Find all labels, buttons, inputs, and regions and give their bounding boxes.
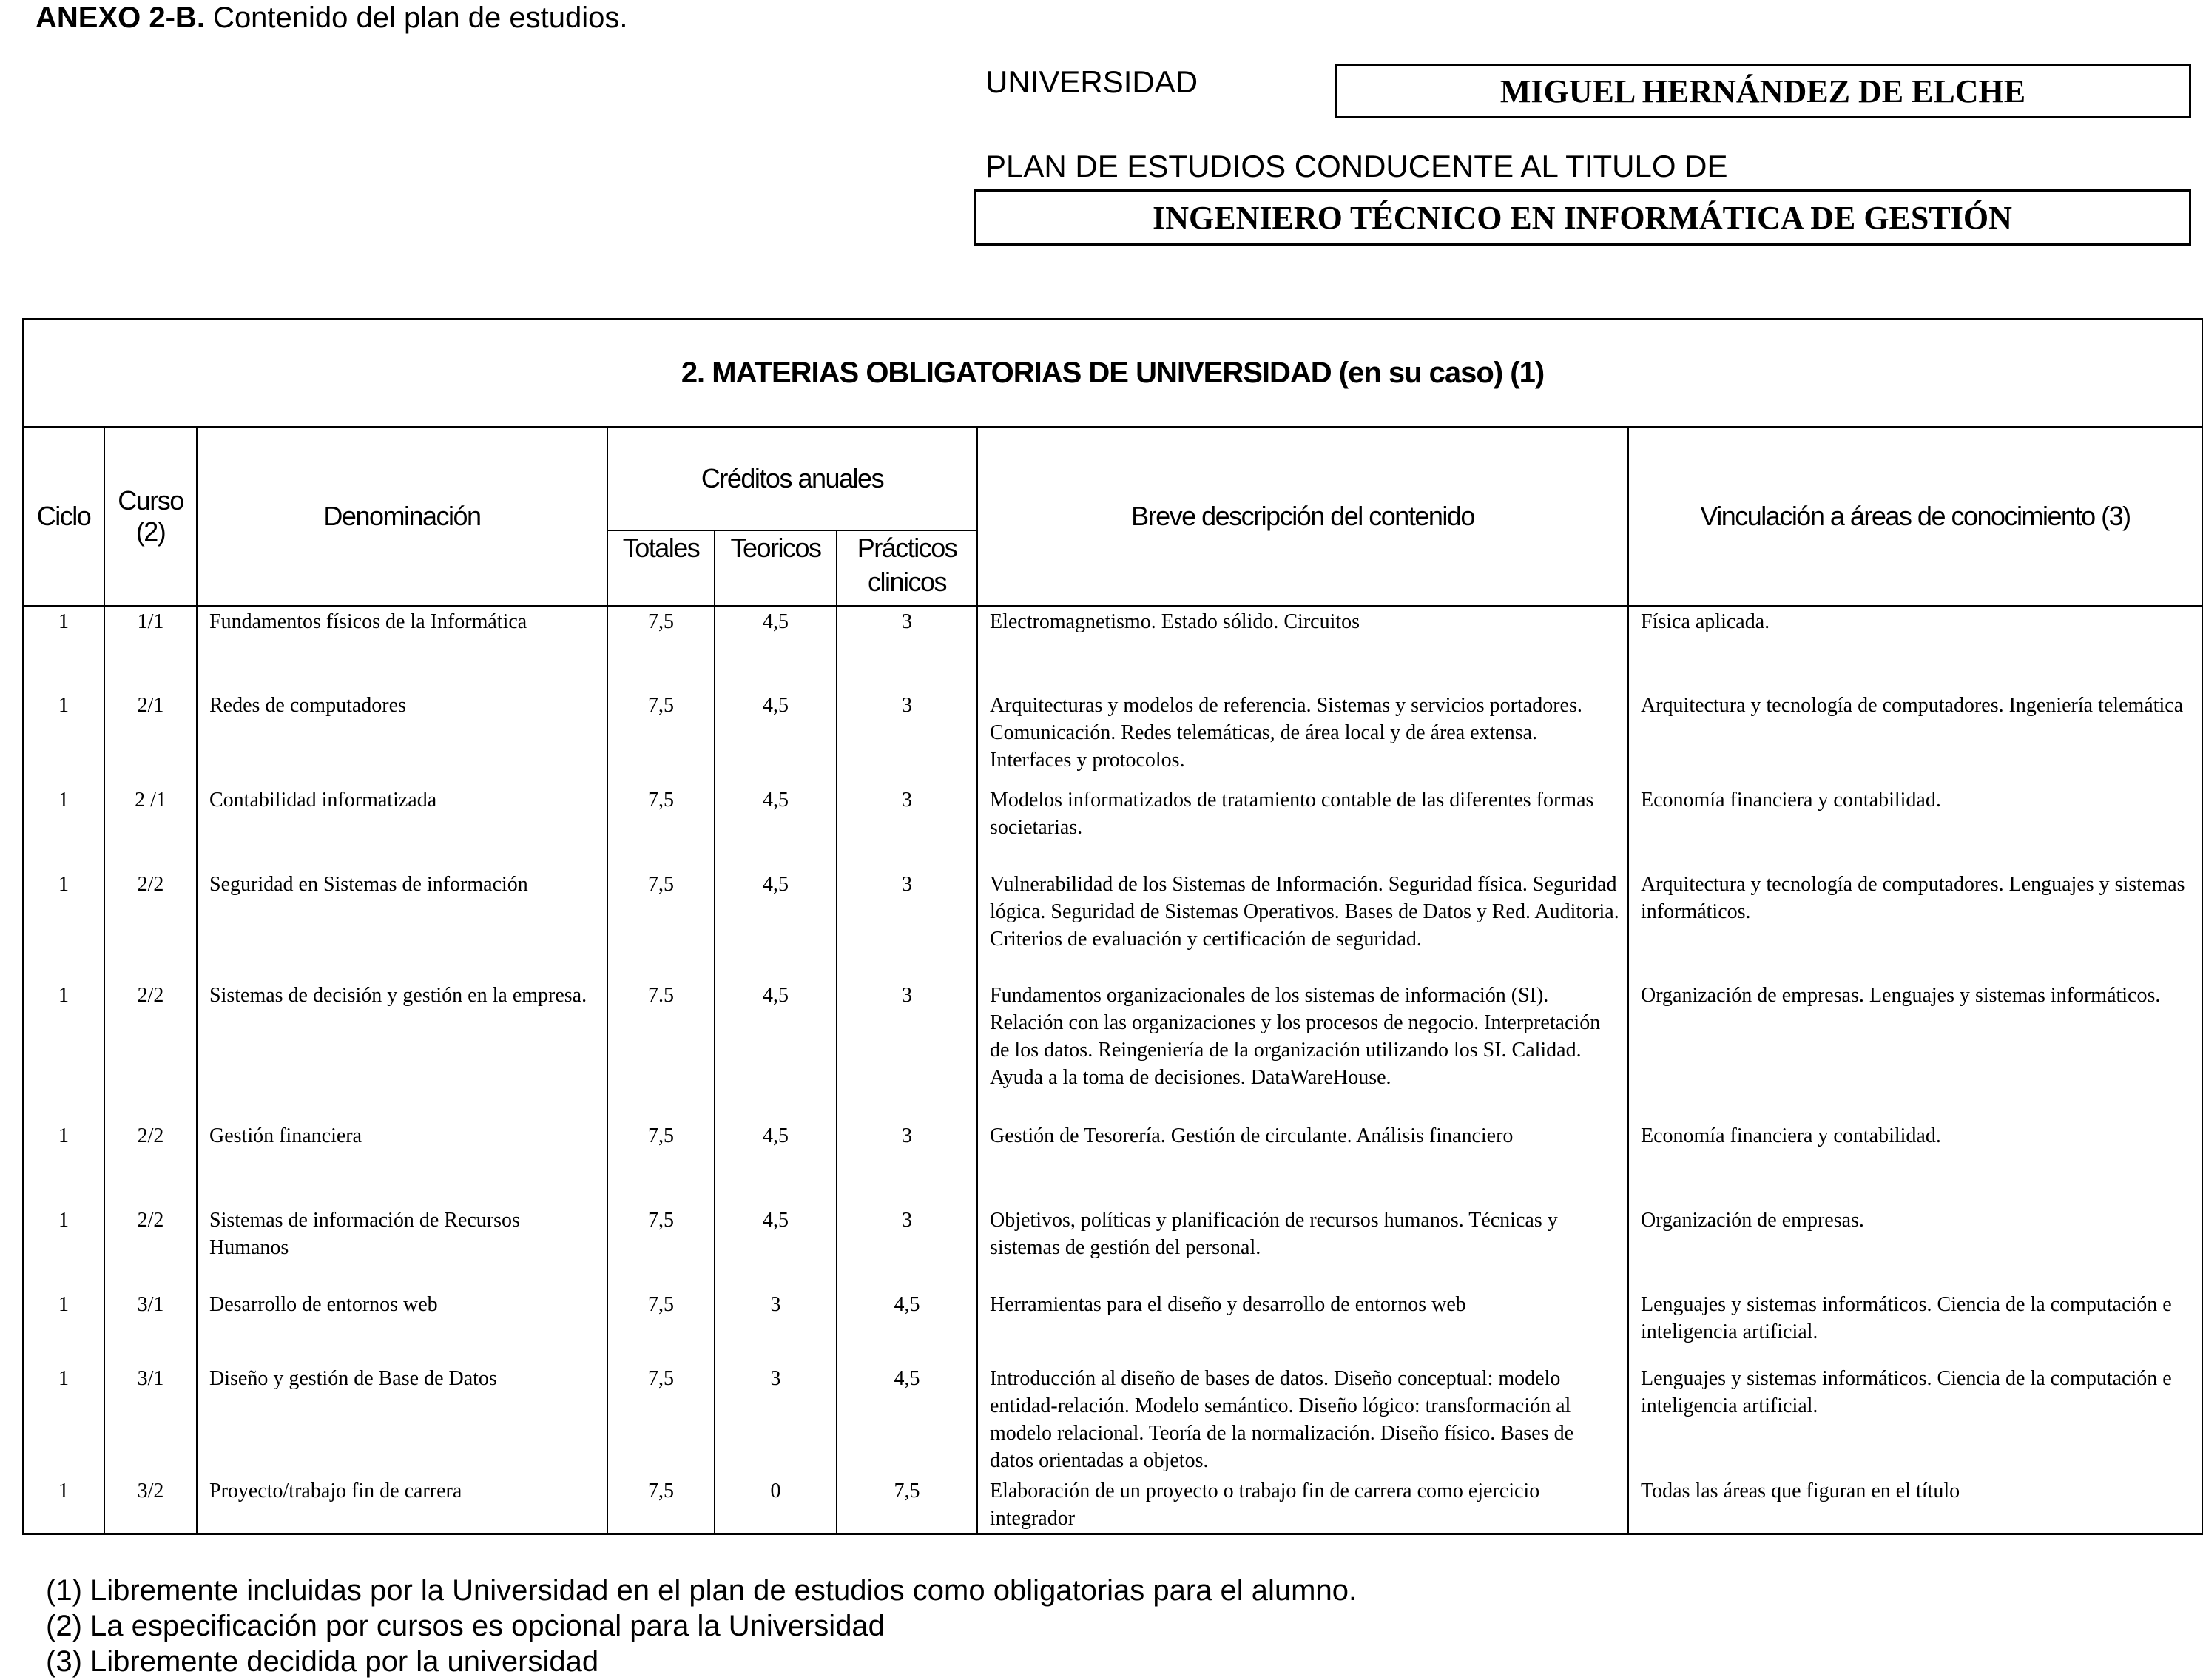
cell-descripcion: Elaboración de un proyecto o trabajo fin de carrera como ejercicio integrador [977, 1476, 1628, 1534]
degree-name-box: INGENIERO TÉCNICO EN INFORMÁTICA DE GESTIÓN [974, 189, 2191, 246]
section-title: 2. MATERIAS OBLIGATORIAS DE UNIVERSIDAD (en su caso) (1) [23, 319, 2202, 427]
cell-descripcion: Fundamentos organizacionales de los sistemas de información (SI). Relación con las organizaciones y los procesos de negocio. Interpretación de los datos. Reingeniería de la organización utilizando los SI. Calidad. Ayuda a la toma de decisiones. DataWareHouse. [977, 980, 1628, 1121]
cell-ciclo: 1 [23, 980, 104, 1121]
plan-label: PLAN DE ESTUDIOS CONDUCENTE AL TITULO DE [985, 149, 1728, 183]
cell-denominacion: Seguridad en Sistemas de información [197, 869, 607, 980]
annex-label: ANEXO 2-B. [36, 1, 205, 34]
cell-descripcion: Vulnerabilidad de los Sistemas de Información. Seguridad física. Seguridad lógica. Seguridad de Sistemas Operativos. Bases de Datos y Red. Auditoria. Criterios de evaluación y certificación de seguridad. [977, 869, 1628, 980]
cell-curso: 3/1 [104, 1289, 197, 1363]
cell-denominacion: Diseño y gestión de Base de Datos [197, 1363, 607, 1476]
cell-vinculacion: Todas las áreas que figuran en el título [1628, 1476, 2202, 1534]
col-header-ciclo: Ciclo [23, 427, 104, 606]
cell-descripcion: Electromagnetismo. Estado sólido. Circuitos [977, 606, 1628, 690]
cell-practicos: 3 [837, 1121, 977, 1205]
cell-totales: 7,5 [607, 1121, 715, 1205]
cell-teoricos: 4,5 [715, 1205, 837, 1289]
cell-vinculacion: Economía financiera y contabilidad. [1628, 1121, 2202, 1205]
university-label: UNIVERSIDAD [985, 64, 1198, 99]
cell-ciclo: 1 [23, 785, 104, 869]
cell-denominacion: Desarrollo de entornos web [197, 1289, 607, 1363]
cell-descripcion: Modelos informatizados de tratamiento contable de las diferentes formas societarias. [977, 785, 1628, 869]
cell-vinculacion: Lenguajes y sistemas informáticos. Ciencia de la computación e inteligencia artificial. [1628, 1363, 2202, 1476]
annex-title [36, 0, 627, 36]
table-row [23, 1205, 2202, 1289]
table-row [23, 690, 2202, 785]
footnotes [46, 1573, 1357, 1679]
col-header-creditos: Créditos anuales [607, 427, 977, 530]
cell-vinculacion: Organización de empresas. Lenguajes y sistemas informáticos. [1628, 980, 2202, 1121]
cell-practicos: 4,5 [837, 1363, 977, 1476]
table-row [23, 606, 2202, 690]
table-row [23, 980, 2202, 1121]
col-header-descripcion: Breve descripción del contenido [977, 427, 1628, 606]
cell-practicos: 3 [837, 690, 977, 785]
cell-denominacion: Fundamentos físicos de la Informática [197, 606, 607, 690]
table-row [23, 785, 2202, 869]
cell-ciclo: 1 [23, 1289, 104, 1363]
cell-ciclo: 1 [23, 1476, 104, 1534]
annex-caption: Contenido del plan de estudios. [204, 1, 628, 34]
cell-curso: 2/2 [104, 1205, 197, 1289]
cell-denominacion: Sistemas de información de Recursos Humanos [197, 1205, 607, 1289]
cell-ciclo: 1 [23, 1205, 104, 1289]
cell-curso: 2/2 [104, 980, 197, 1121]
cell-descripcion: Gestión de Tesorería. Gestión de circulante. Análisis financiero [977, 1121, 1628, 1205]
cell-totales: 7,5 [607, 690, 715, 785]
col-header-teoricos: Teoricos [715, 530, 837, 606]
cell-curso: 3/2 [104, 1476, 197, 1534]
cell-vinculacion: Física aplicada. [1628, 606, 2202, 690]
table-row [23, 1476, 2202, 1534]
col-header-curso [104, 427, 197, 606]
cell-practicos: 4,5 [837, 1289, 977, 1363]
cell-teoricos: 4,5 [715, 606, 837, 690]
university-name-box: MIGUEL HERNÁNDEZ DE ELCHE [1335, 64, 2191, 118]
cell-teoricos: 3 [715, 1289, 837, 1363]
footnote-2: (2) La especificación por cursos es opcional para la Universidad [46, 1610, 885, 1642]
cell-denominacion: Redes de computadores [197, 690, 607, 785]
cell-curso: 2/1 [104, 690, 197, 785]
cell-ciclo: 1 [23, 606, 104, 690]
footnote-3: (3) Libremente decidida por la universidad [46, 1645, 599, 1678]
cell-totales: 7,5 [607, 869, 715, 980]
table-row [23, 1289, 2202, 1363]
cell-vinculacion: Lenguajes y sistemas informáticos. Ciencia de la computación e inteligencia artificial. [1628, 1289, 2202, 1363]
cell-ciclo: 1 [23, 1363, 104, 1476]
cell-vinculacion: Arquitectura y tecnología de computadores. Lenguajes y sistemas informáticos. [1628, 869, 2202, 980]
cell-practicos: 3 [837, 869, 977, 980]
cell-curso: 2/2 [104, 869, 197, 980]
cell-totales: 7,5 [607, 606, 715, 690]
cell-denominacion: Gestión financiera [197, 1121, 607, 1205]
cell-totales: 7,5 [607, 1205, 715, 1289]
table-row [23, 1121, 2202, 1205]
cell-denominacion: Contabilidad informatizada [197, 785, 607, 869]
cell-curso: 1/1 [104, 606, 197, 690]
subjects-table [22, 318, 2203, 1535]
col-header-totales: Totales [607, 530, 715, 606]
cell-ciclo: 1 [23, 690, 104, 785]
cell-teoricos: 0 [715, 1476, 837, 1534]
col-header-denominacion: Denominación [197, 427, 607, 606]
cell-vinculacion: Arquitectura y tecnología de computadores. Ingeniería telemática [1628, 690, 2202, 785]
cell-totales: 7,5 [607, 1289, 715, 1363]
cell-curso: 3/1 [104, 1363, 197, 1476]
cell-practicos: 3 [837, 606, 977, 690]
cell-curso: 2/2 [104, 1121, 197, 1205]
table-body [23, 606, 2202, 1534]
cell-totales: 7,5 [607, 1363, 715, 1476]
cell-descripcion: Introducción al diseño de bases de datos. Diseño conceptual: modelo entidad-relación. Modelo semántico. Diseño lógico: transformación al modelo relacional. Teoría de la normalización. Diseño físico. Bases de datos orientadas a objetos. [977, 1363, 1628, 1476]
cell-denominacion: Proyecto/trabajo fin de carrera [197, 1476, 607, 1534]
cell-practicos: 3 [837, 785, 977, 869]
col-header-practicos: Prácticos clinicos [837, 530, 977, 606]
cell-descripcion: Arquitecturas y modelos de referencia. Sistemas y servicios portadores. Comunicación. Redes telemáticas, de área local y de área extensa. Interfaces y protocolos. [977, 690, 1628, 785]
col-header-vinculacion: Vinculación a áreas de conocimiento (3) [1628, 427, 2202, 606]
table-row [23, 1363, 2202, 1476]
cell-teoricos: 4,5 [715, 980, 837, 1121]
cell-practicos: 3 [837, 980, 977, 1121]
cell-totales: 7,5 [607, 785, 715, 869]
table-row [23, 869, 2202, 980]
cell-ciclo: 1 [23, 1121, 104, 1205]
cell-vinculacion: Economía financiera y contabilidad. [1628, 785, 2202, 869]
cell-teoricos: 4,5 [715, 785, 837, 869]
cell-curso: 2 /1 [104, 785, 197, 869]
cell-teoricos: 4,5 [715, 690, 837, 785]
cell-teoricos: 4,5 [715, 869, 837, 980]
cell-teoricos: 3 [715, 1363, 837, 1476]
cell-vinculacion: Organización de empresas. [1628, 1205, 2202, 1289]
cell-practicos: 3 [837, 1205, 977, 1289]
cell-teoricos: 4,5 [715, 1121, 837, 1205]
cell-descripcion: Herramientas para el diseño y desarrollo de entornos web [977, 1289, 1628, 1363]
cell-denominacion: Sistemas de decisión y gestión en la empresa. [197, 980, 607, 1121]
cell-practicos: 7,5 [837, 1476, 977, 1534]
cell-descripcion: Objetivos, políticas y planificación de recursos humanos. Técnicas y sistemas de gestión del personal. [977, 1205, 1628, 1289]
cell-totales: 7,5 [607, 1476, 715, 1534]
cell-totales: 7.5 [607, 980, 715, 1121]
footnote-1: (1) Libremente incluidas por la Universidad en el plan de estudios como obligatorias para el alumno. [46, 1574, 1357, 1607]
col-header-curso-note: (2) [135, 516, 166, 547]
col-header-curso-label: Curso [118, 485, 183, 516]
cell-ciclo: 1 [23, 869, 104, 980]
